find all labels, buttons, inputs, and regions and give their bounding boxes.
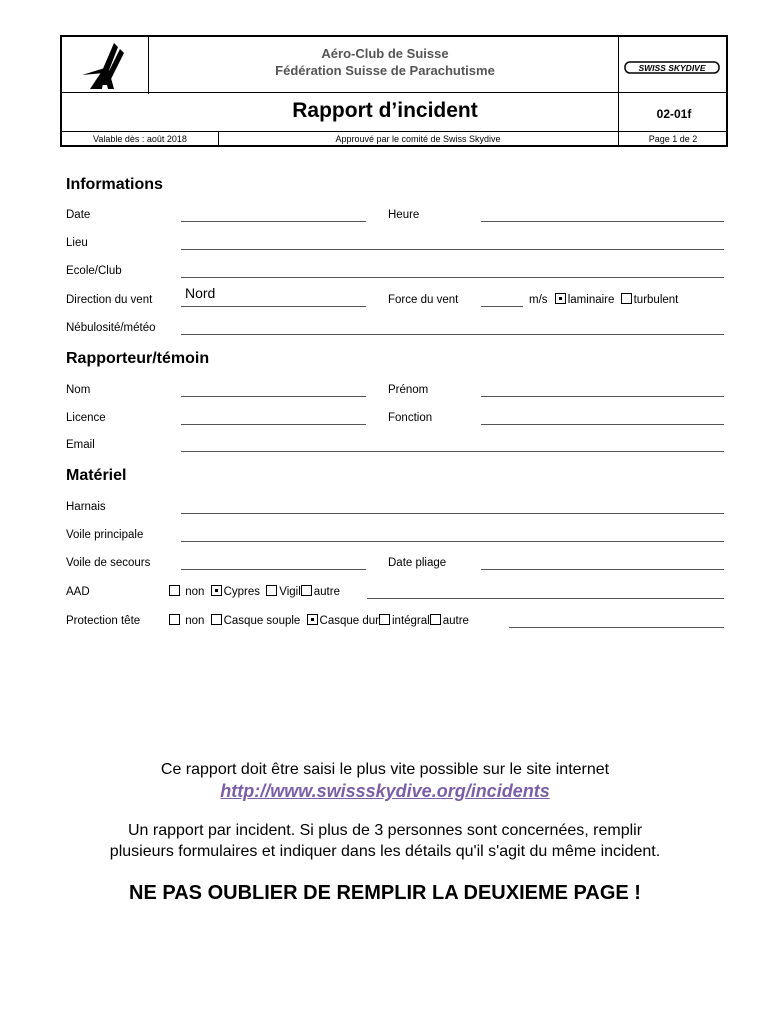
date-pliage-field[interactable] <box>481 569 724 570</box>
footer-line3: plusieurs formulaires et indiquer dans les détails qu'il s'agit du même incident. <box>109 843 661 860</box>
aad-options <box>169 585 340 598</box>
heure-label: Heure <box>388 209 420 221</box>
prot-souple-checkbox[interactable] <box>211 614 222 625</box>
page-number: Page 1 de 2 <box>648 134 698 144</box>
valid-from: Valable dès : août 2018 <box>93 134 187 144</box>
prot-integral-label: intégral <box>392 615 430 627</box>
footer-link-row <box>0 781 770 802</box>
laminaire-checkbox[interactable] <box>555 293 566 304</box>
ecole-label: Ecole/Club <box>66 265 122 277</box>
org-line2: Fédération Suisse de Parachutisme <box>275 63 495 78</box>
aad-autre-label: autre <box>313 586 340 598</box>
aad-vigil-checkbox[interactable] <box>266 585 277 596</box>
aad-vigil-label: Vigil <box>279 586 301 598</box>
date-pliage-label: Date pliage <box>388 557 447 569</box>
logo-text: SWISS SKYDIVE <box>638 63 706 73</box>
aeroclub-logo-icon <box>62 37 148 94</box>
swiss-skydive-logo <box>624 61 722 73</box>
voile-principale-label: Voile principale <box>66 529 144 541</box>
harnais-label: Harnais <box>66 501 106 513</box>
email-field[interactable] <box>181 451 724 452</box>
nom-label: Nom <box>66 384 91 396</box>
laminaire-label: laminaire <box>567 294 615 306</box>
licence-field[interactable] <box>181 424 366 425</box>
force-label: Force du vent <box>388 294 459 306</box>
org-name <box>150 45 620 79</box>
wind-type-options <box>529 293 678 306</box>
turbulent-checkbox[interactable] <box>621 293 632 304</box>
prot-autre-label: autre <box>442 615 469 627</box>
footer-line1: Ce rapport doit être saisi le plus vite possible sur le site internet <box>160 761 610 778</box>
nom-field[interactable] <box>181 396 366 397</box>
date-field[interactable] <box>181 221 366 222</box>
approval-note: Approuvé par le comité de Swiss Skydive <box>335 134 501 144</box>
section-materiel: Matériel <box>66 467 127 484</box>
lieu-label: Lieu <box>66 237 88 249</box>
org-line1: Aéro-Club de Suisse <box>321 46 449 61</box>
prenom-field[interactable] <box>481 396 724 397</box>
protection-options <box>169 614 469 627</box>
page-title: Rapport d’incident <box>292 99 478 122</box>
turbulent-label: turbulent <box>633 294 679 306</box>
voile-secours-field[interactable] <box>181 569 366 570</box>
direction-value[interactable]: Nord <box>185 285 216 301</box>
nebulosite-field[interactable] <box>181 334 724 335</box>
nebulosite-label: Nébulosité/météo <box>66 322 156 334</box>
protection-label: Protection tête <box>66 615 141 627</box>
email-label: Email <box>66 439 95 451</box>
aad-label: AAD <box>66 586 90 598</box>
direction-field[interactable] <box>181 306 366 307</box>
logo-cell <box>62 37 149 94</box>
form-header <box>60 35 728 147</box>
aad-autre-field[interactable] <box>367 598 724 599</box>
lieu-field[interactable] <box>181 249 724 250</box>
fonction-label: Fonction <box>388 412 433 424</box>
ecole-field[interactable] <box>181 277 724 278</box>
section-rapporteur: Rapporteur/témoin <box>66 350 210 367</box>
harnais-field[interactable] <box>181 513 724 514</box>
prot-dur-label: Casque dur <box>319 615 379 627</box>
prot-autre-field[interactable] <box>509 627 724 628</box>
voile-principale-field[interactable] <box>181 541 724 542</box>
prenom-label: Prénom <box>388 384 429 396</box>
prot-non-checkbox[interactable] <box>169 614 180 625</box>
aad-autre-checkbox[interactable] <box>301 585 312 596</box>
date-label: Date <box>66 209 91 221</box>
aad-non-checkbox[interactable] <box>169 585 180 596</box>
prot-integral-checkbox[interactable] <box>379 614 390 625</box>
prot-non-label: non <box>185 615 205 627</box>
licence-label: Licence <box>66 412 106 424</box>
voile-secours-label: Voile de secours <box>66 557 151 569</box>
form-code: 02-01f <box>656 107 692 121</box>
aad-non-label: non <box>185 586 205 598</box>
prot-dur-checkbox[interactable] <box>307 614 318 625</box>
fonction-field[interactable] <box>481 424 724 425</box>
incidents-link[interactable]: http://www.swissskydive.org/incidents <box>220 781 550 801</box>
prot-autre-checkbox[interactable] <box>430 614 441 625</box>
footer-line2: Un rapport par incident. Si plus de 3 personnes sont concernées, remplir <box>127 822 643 839</box>
aad-cypres-label: Cypres <box>223 586 261 598</box>
unit-label: m/s <box>529 294 548 306</box>
force-field[interactable] <box>481 306 523 307</box>
aad-cypres-checkbox[interactable] <box>211 585 222 596</box>
section-informations: Informations <box>66 176 163 193</box>
second-page-warning: NE PAS OUBLIER DE REMPLIR LA DEUXIEME PAGE ! <box>129 882 641 904</box>
prot-souple-label: Casque souple <box>223 615 301 627</box>
direction-label: Direction du vent <box>66 294 153 306</box>
heure-field[interactable] <box>481 221 724 222</box>
